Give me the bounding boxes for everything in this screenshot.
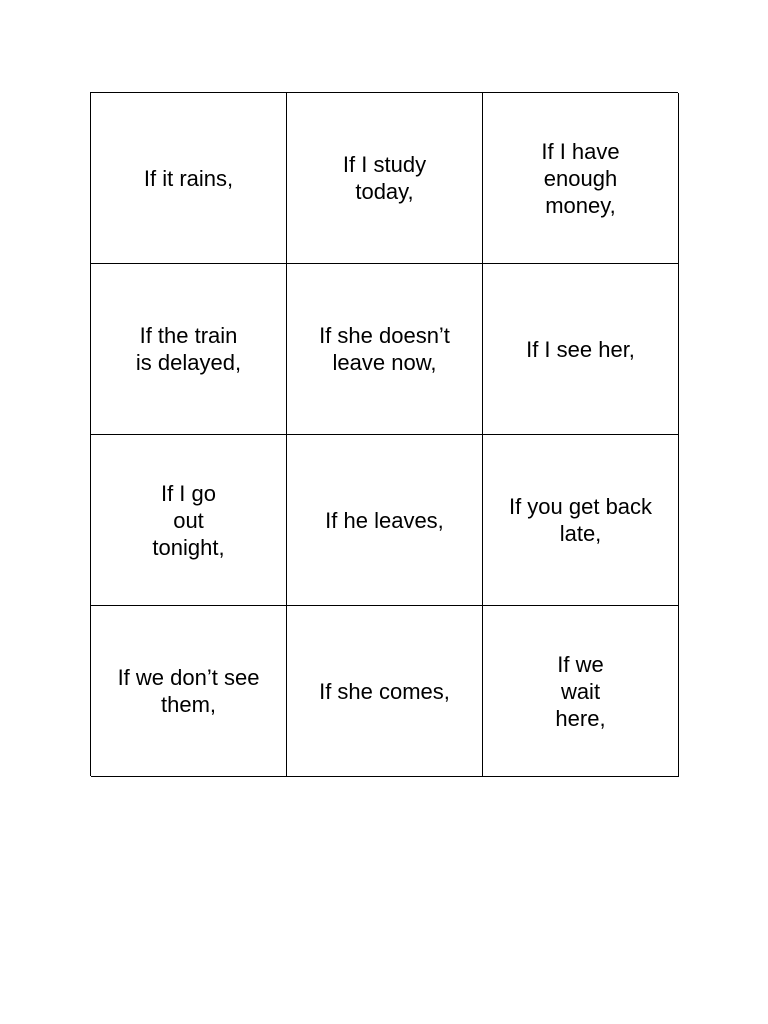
card-text: If it rains, (143, 165, 234, 191)
card-text: If I go out tonight, (152, 480, 225, 560)
card (287, 435, 483, 606)
card-grid (90, 92, 678, 776)
card-text: If we don’t see them, (117, 665, 260, 717)
card-text: If the train is delayed, (135, 323, 242, 375)
card (91, 606, 287, 777)
card-text: If she comes, (319, 678, 450, 704)
card (287, 93, 483, 264)
card-text: If we wait here, (555, 651, 606, 731)
card (287, 264, 483, 435)
card-text: If she doesn’t leave now, (319, 323, 450, 375)
card-text: If I have enough money, (541, 138, 620, 218)
card-text: If he leaves, (325, 507, 444, 533)
card-text: If I study today, (342, 152, 427, 204)
card-text: If you get back late, (508, 494, 653, 546)
card (483, 435, 679, 606)
card (483, 93, 679, 264)
card (287, 606, 483, 777)
card (483, 606, 679, 777)
card (91, 93, 287, 264)
card (91, 264, 287, 435)
card (483, 264, 679, 435)
card-text: If I see her, (526, 336, 635, 362)
card (91, 435, 287, 606)
